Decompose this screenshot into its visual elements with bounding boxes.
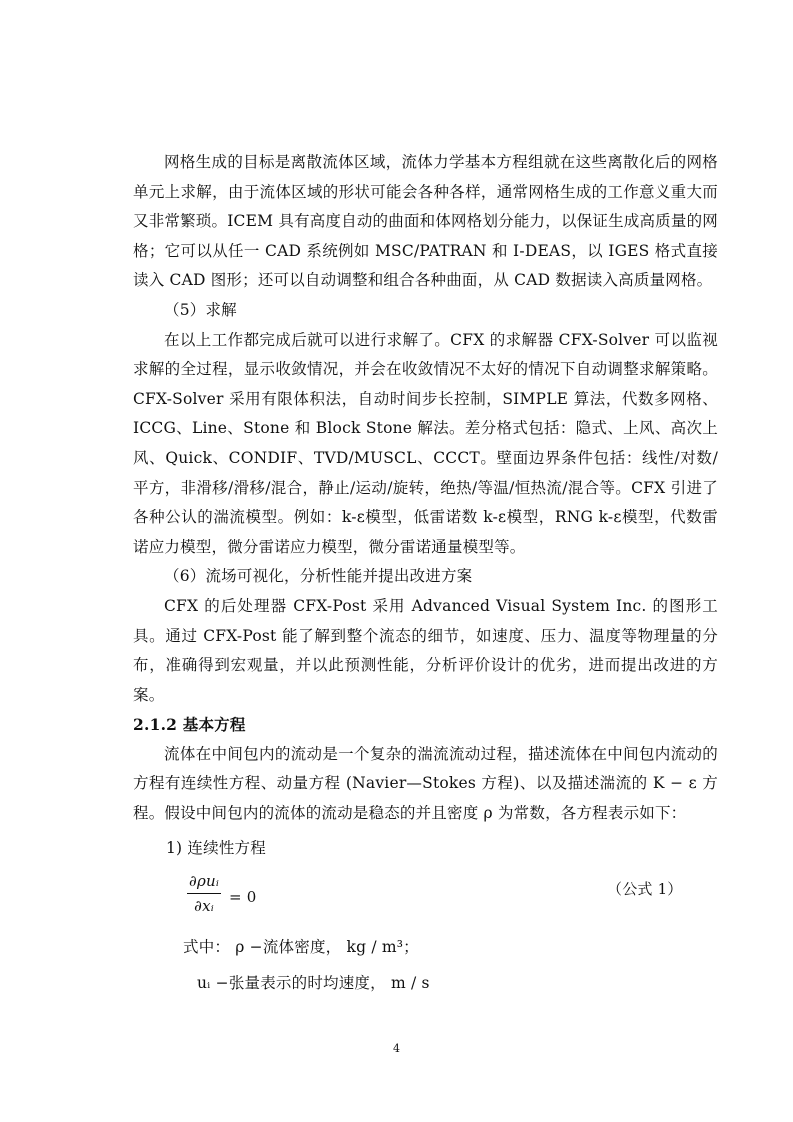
fraction-numerator: ∂ρuᵢ [189, 872, 220, 891]
fraction-denominator: ∂xᵢ [194, 897, 214, 916]
continuity-equation [133, 871, 718, 921]
paragraph-mesh-generation: 网格生成的目标是离散流体区域，流体力学基本方程组就在这些离散化后的网格单元上求解，由于流体区域的形状可能会各种各样，通常网格生成的工作意义重大而又非常繁琐。ICEM 具有高度自动的曲面和体网格划分能力，以保证生成高质量的网格；它可以从任一 CAD 系统例如 MSC/PATRAN 和 I-DEAS，以 IGES 格式直接读入 CAD 图形；还可以自动调整和组合各种曲面，从 CAD 数据读入高质量网格。 [133, 153, 718, 290]
equation-rhs: = 0 [229, 888, 257, 907]
equation-fraction [187, 871, 221, 916]
step-5-heading: （5）求解 [164, 300, 237, 319]
paragraph-post-processing: CFX 的后处理器 CFX-Post 采用 Advanced Visual System Inc. 的图形工具。通过 CFX-Post 能了解到整个流态的细节，如速度、压力、温度等物理量的分布，准确得到宏观量，并以此预测性能，分析评价设计的优劣，进而提出改进的方案。 [133, 596, 718, 704]
fraction-bar [187, 893, 221, 894]
section-heading: 2.1.2 基本方程 [133, 715, 246, 735]
formula-number-label: （公式 1） [607, 880, 683, 899]
step-6-heading: （6）流场可视化，分析性能并提出改进方案 [164, 567, 473, 586]
page-number: 4 [393, 1042, 400, 1055]
paragraph-equations-intro: 流体在中间包内的流动是一个复杂的湍流流动过程，描述流体在中间包内流动的方程有连续性方程、动量方程 (Navier—Stokes 方程)、以及描述湍流的 K − ε 方程。假设中间包内的流体的流动是稳态的并且密度 ρ 为常数，各方程表示如下： [133, 744, 718, 823]
paragraph-solver: 在以上工作都完成后就可以进行求解了。CFX 的求解器 CFX-Solver 可以监视求解的全过程，显示收敛情况，并会在收敛情况不太好的情况下自动调整求解策略。CFX-Solver 采用有限体积法，自动时间步长控制，SIMPLE 算法，代数多网格、ICCG、Line、Stone 和 Block Stone 解法。差分格式包括：隐式、上风、高次上风、Quick、CONDIF、TVD/MUSCL、CCCT。壁面边界条件包括：线性/对数/平方，非滑移/滑移/混合，静止/运动/旋转，绝热/等温/恒热流/混合等。CFX 引进了各种公认的湍流模型。例如：k-ε模型，低雷诺数 k-ε模型，RNG k-ε模型，代数雷诺应力模型，微分雷诺应力模型，微分雷诺通量模型等。 [133, 330, 718, 556]
list-item-continuity: 1) 连续性方程 [166, 838, 266, 857]
page-content [133, 148, 718, 998]
symbol-definition-density: 式中： ρ −流体密度， kg / m³； [183, 938, 419, 957]
symbol-definition-velocity: uᵢ −张量表示的时均速度， m / s [197, 973, 430, 992]
